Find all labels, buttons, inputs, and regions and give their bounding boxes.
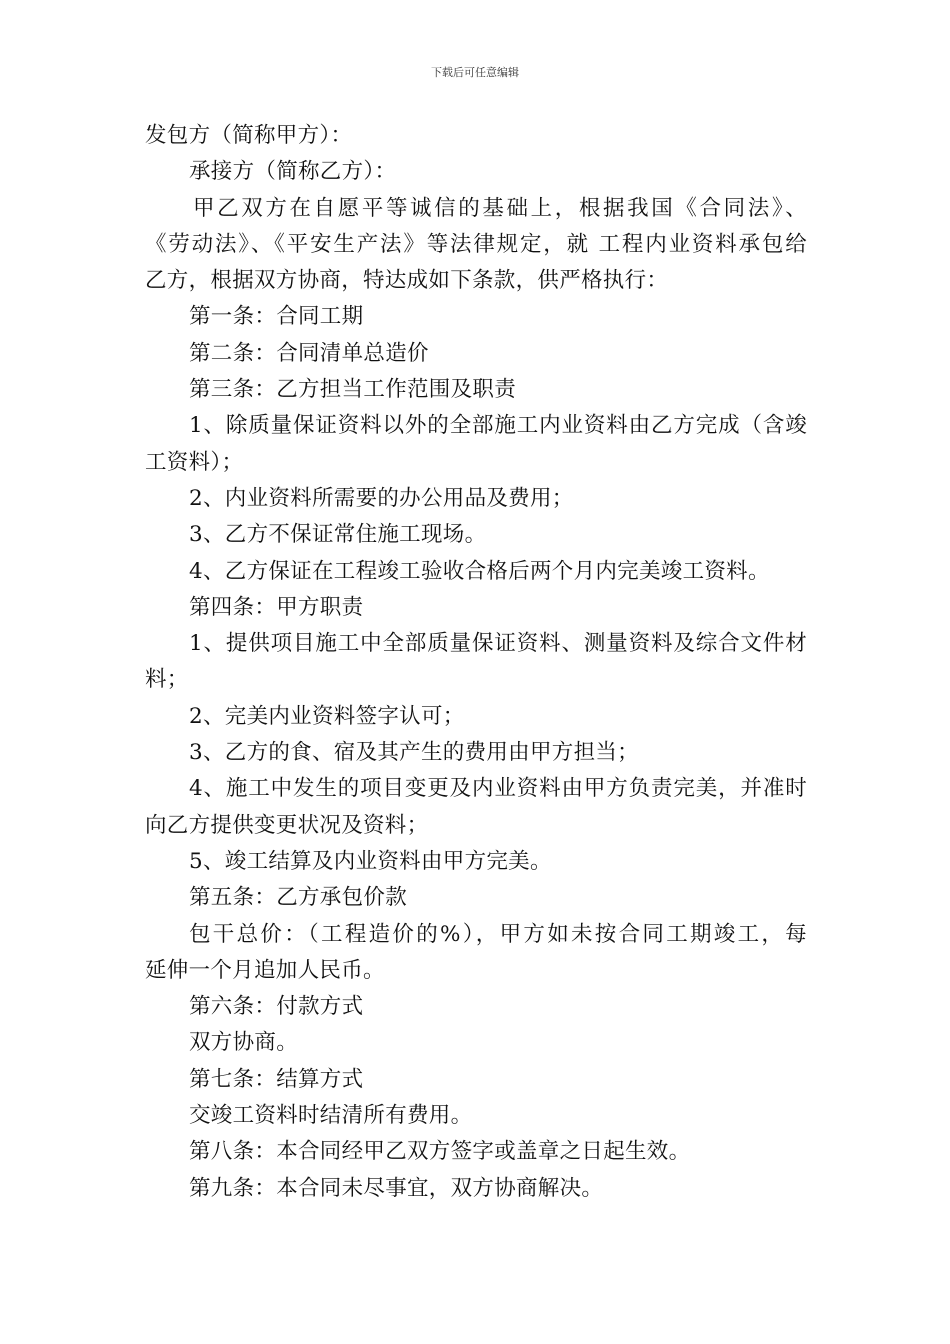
contract-line: 延伸一个月追加人民币。: [145, 957, 385, 983]
contract-line: 乙方，根据双方协商，特达成如下条款，供严格执行：: [145, 268, 669, 294]
contract-line: 发包方（简称甲方）：: [145, 123, 353, 148]
contract-line: 交竣工资料时结清所有费用。: [189, 1103, 473, 1129]
contract-line: 3、乙方不保证常住施工现场。: [189, 522, 487, 548]
contract-line: 第一条：合同工期: [189, 304, 364, 330]
contract-line: 第四条：甲方职责: [189, 594, 364, 620]
contract-line: 工资料）；: [145, 449, 244, 475]
contract-line: 承接方（简称乙方）：: [189, 159, 397, 185]
contract-line: 第二条：合同清单总造价: [189, 340, 429, 366]
contract-line: 第六条：付款方式: [189, 994, 364, 1020]
page-header: 下载后可任意编辑: [431, 66, 519, 79]
contract-line: 甲乙双方在自愿平等诚信的基础上，根据我国《合同法》、: [193, 195, 807, 221]
contract-line: 《劳动法》、《平安生产法》等法律规定，就 工程内业资料承包给: [145, 231, 807, 257]
contract-line: 4、施工中发生的项目变更及内业资料由甲方负责完美，并准时: [189, 776, 807, 802]
contract-line: 包干总价：（工程造价的%），甲方如未按合同工期竣工，每: [189, 921, 807, 947]
contract-line: 4、乙方保证在工程竣工验收合格后两个月内完美竣工资料。: [189, 558, 770, 584]
contract-line: 第八条：本合同经甲乙双方签字或盖章之日起生效。: [189, 1139, 691, 1165]
contract-line: 2、内业资料所需要的办公用品及费用；: [189, 485, 574, 511]
contract-line: 5、竣工结算及内业资料由甲方完美。: [189, 848, 552, 874]
contract-line: 1、除质量保证资料以外的全部施工内业资料由乙方完成（含竣: [189, 413, 807, 439]
contract-line: 向乙方提供变更状况及资料；: [145, 812, 429, 838]
contract-body: [145, 118, 807, 1207]
contract-line: 第三条：乙方担当工作范围及职责: [189, 377, 517, 403]
contract-line: 双方协商。: [189, 1030, 299, 1056]
contract-line: 第九条：本合同未尽事宜，双方协商解决。: [189, 1175, 604, 1201]
contract-line: 2、完美内业资料签字认可；: [189, 703, 465, 729]
contract-line: 1、提供项目施工中全部质量保证资料、测量资料及综合文件材: [189, 631, 807, 657]
contract-line: 3、乙方的食、宿及其产生的费用由甲方担当；: [189, 740, 639, 766]
contract-line: 第五条：乙方承包价款: [189, 885, 408, 911]
contract-line: 第七条：结算方式: [189, 1066, 364, 1092]
contract-line: 料；: [145, 667, 189, 693]
